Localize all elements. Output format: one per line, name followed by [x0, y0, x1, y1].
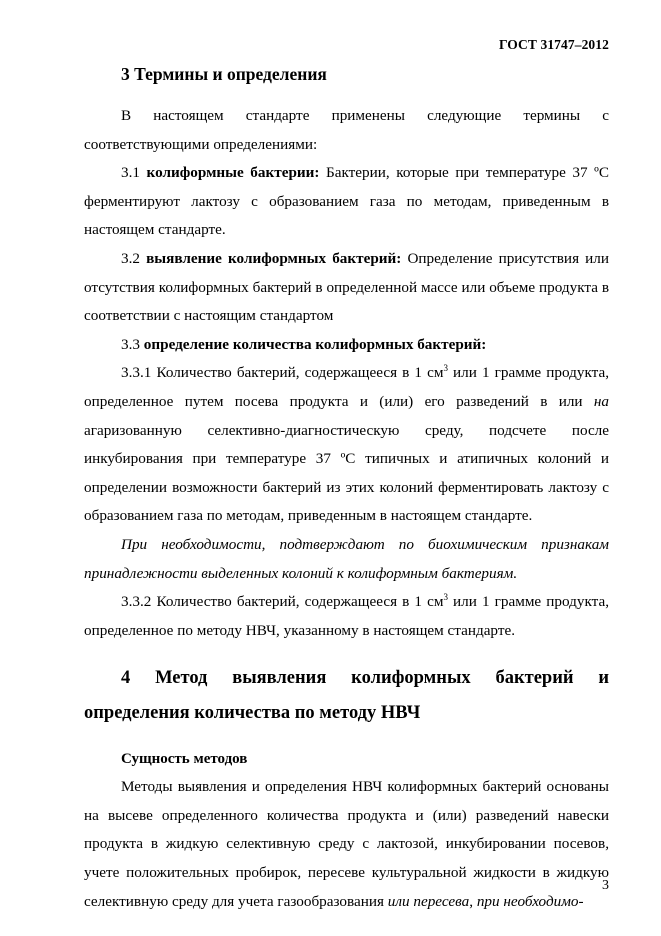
- definition-text: 3.3.2 Количество бактерий, содержащееся в 1 см: [121, 593, 444, 611]
- body-text: Методы выявления и определения НВЧ колиформных бактерий основаны на высеве определенного количества продукта и (или) разведений навески продукта в жидкую селективную среду с лактозой, инкубировании посевов, учете положительных пробирок, пересеве культуральной жидкости в жидкую селективную среду для учета газообразования: [84, 778, 609, 910]
- definition-text: 3.3.1 Количество бактерий, содержащееся в 1 см: [121, 364, 444, 382]
- body-italic: при необходимо-: [476, 892, 584, 910]
- note-paragraph: [84, 531, 609, 588]
- standard-number: ГОСТ 31747–2012: [498, 37, 609, 52]
- term-3-1: [84, 159, 609, 245]
- note-text: При необходимости, подтверждают по биохимическим признакам принадлежности выделенных колоний к колиформным бактериям.: [84, 535, 609, 582]
- page-content: [84, 60, 609, 916]
- term-name: колиформные бактерии:: [146, 164, 320, 182]
- term-definition: Определение присутствия или отсутствия колиформных бактерий в определенной массе или объеме продукта в соответствии с настоящим стандартом: [84, 249, 609, 325]
- definition-italic: на: [593, 392, 609, 410]
- superscript: 3: [443, 592, 448, 603]
- section-4-body: [84, 773, 609, 916]
- term-name: определение количества колиформных бактерий:: [143, 335, 487, 353]
- term-3-3-1: [84, 359, 609, 531]
- definition-text: или 1 грамме продукта, определенное по методу НВЧ, указанному в настоящем стандарте.: [84, 593, 610, 639]
- section-3-heading: 3 Термины и определения: [121, 64, 327, 84]
- term-name: выявление колиформных бактерий:: [146, 249, 402, 267]
- superscript: 3: [443, 363, 448, 374]
- definition-text: или 1 грамме продукта, определенное путем посева продукта и (или) его разведений в или: [84, 364, 610, 410]
- body-text: ,: [469, 892, 477, 910]
- term-number: 3.1: [121, 164, 147, 182]
- term-number: 3.3: [121, 335, 144, 353]
- term-3-2: [84, 245, 609, 331]
- body-italic: или пересева: [387, 892, 470, 910]
- term-number: 3.2: [121, 249, 147, 267]
- section-4-heading: 4 Метод выявления колиформных бактерий и определения количества по методу НВЧ: [84, 668, 609, 724]
- term-definition: Бактерии, которые при температуре 37 ºС ферментируют лактозу с образованием газа по методам, приведенным в настоящем стандарте.: [84, 164, 609, 239]
- term-3-3: [84, 331, 609, 360]
- section-4-subheading: Сущность методов: [121, 751, 248, 768]
- definition-text: агаризованную селективно-диагностическую среду, подсчете после инкубирования при температуре 37 ºС типичных и атипичных колоний и определении возможности бактерий из этих колоний ферментировать лактозу с образованием газа по методам, приведенным в настоящем стандарте.: [84, 421, 609, 525]
- section-3-intro: В настоящем стандарте применены следующие термины с соответствующими определениями:: [84, 107, 609, 153]
- page-number: 3: [602, 878, 609, 893]
- term-3-3-2: [84, 588, 609, 645]
